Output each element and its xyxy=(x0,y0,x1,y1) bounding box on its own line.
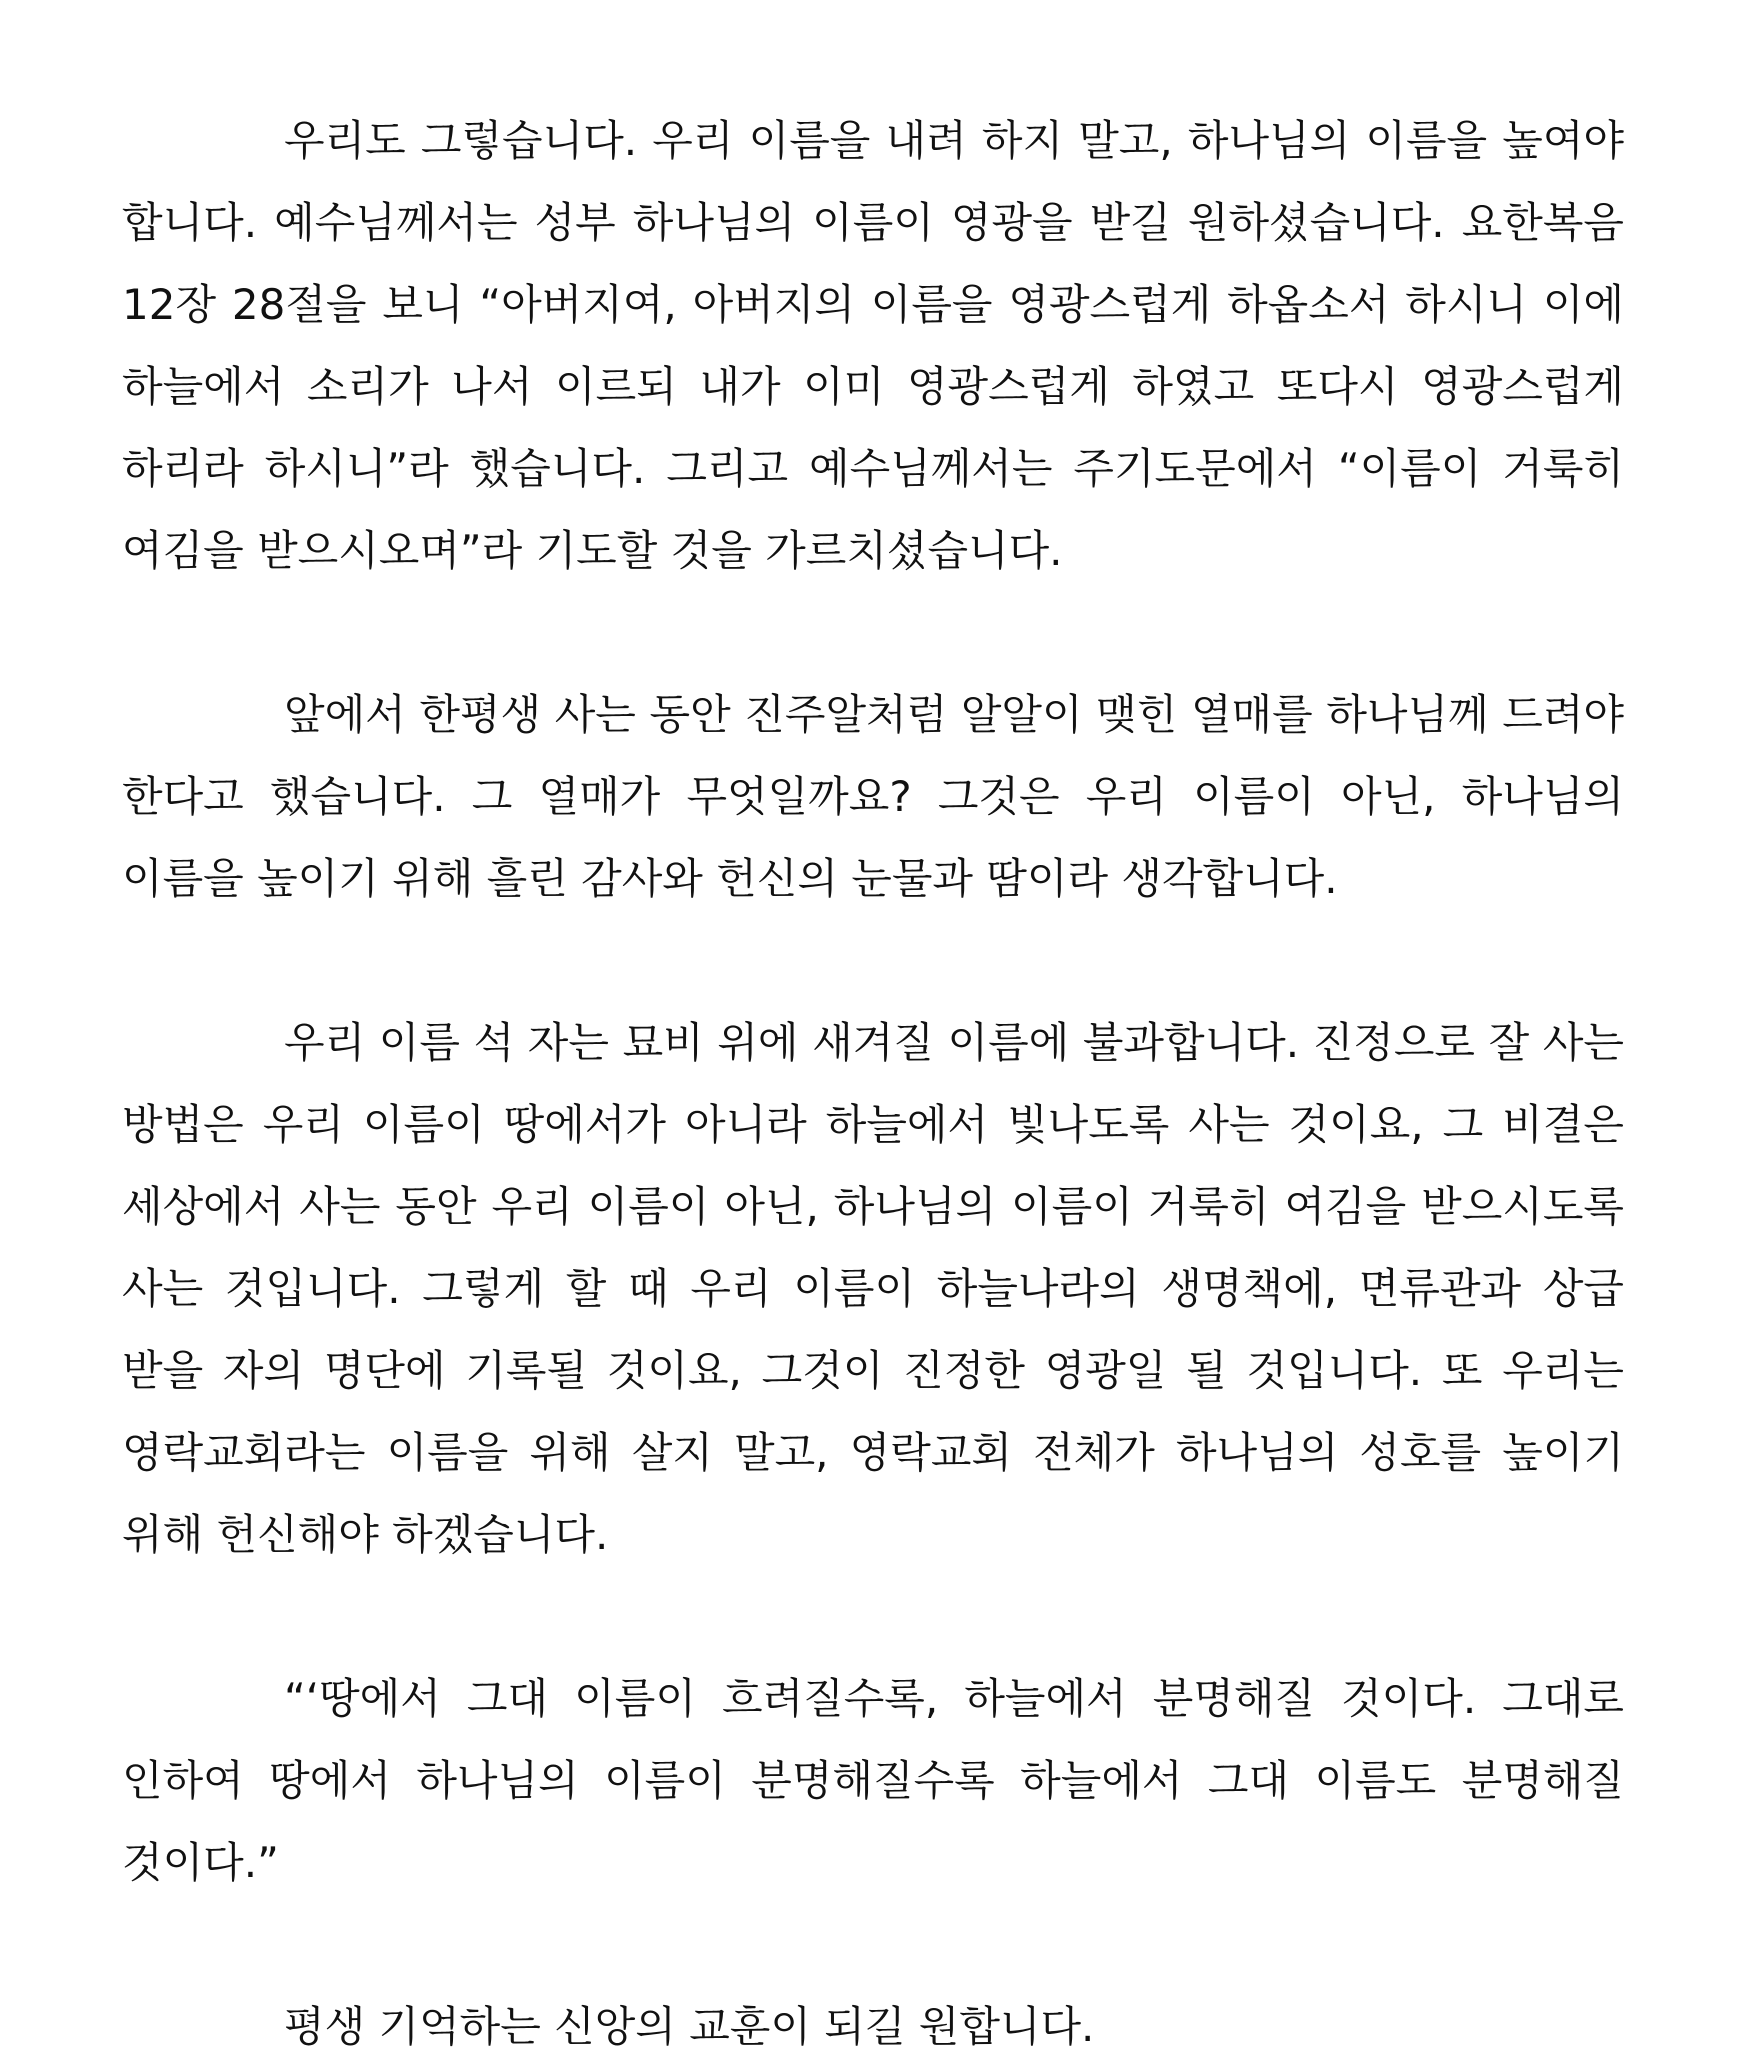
paragraph-5-closing: 평생 기억하는 신앙의 교훈이 되길 원합니다. xyxy=(284,2002,1095,2051)
paragraph-1: 우리도 그렇습니다. 우리 이름을 내려 하지 말고, 하나님의 이름을 높여야 합니다. 예수님께서는 성부 하나님의 이름이 영광을 받길 원하셨습니다. 요한복음 12장 28절을 보니 “아버지여, 아버지의 이름을 영광스럽게 하옵소서 하시니 이에 하늘에서 소리가 나서 이르되 내가 이미 영광스럽게 하였고 또다시 영광스럽게 하리라 하시니”라 했습니다. 그리고 예수님께서는 주기도문에서 “이름이 거룩히 여김을 받으시오며”라 기도할 것을 가르치셨습니다. xyxy=(122,116,1624,575)
paragraph-3: 우리 이름 석 자는 묘비 위에 새겨질 이름에 불과합니다. 진정으로 잘 사는 방법은 우리 이름이 땅에서가 아니라 하늘에서 빛나도록 사는 것이요, 그 비결은 세상에서 사는 동안 우리 이름이 아닌, 하나님의 이름이 거룩히 여김을 받으시도록 사는 것입니다. 그렇게 할 때 우리 이름이 하늘나라의 생명책에, 면류관과 상급 받을 자의 명단에 기록될 것이요, 그것이 진정한 영광일 될 것입니다. 또 우리는 영락교회라는 이름을 위해 살지 말고, 영락교회 전체가 하나님의 성호를 높이기 위해 헌신해야 하겠습니다. xyxy=(122,1018,1624,1559)
paragraph-4-quote: “‘땅에서 그대 이름이 흐려질수록, 하늘에서 분명해질 것이다. 그대로 인하여 땅에서 하나님의 이름이 분명해질수록 하늘에서 그대 이름도 분명해질 것이다.” xyxy=(122,1674,1624,1887)
document-body xyxy=(122,100,1624,2068)
paragraph-2: 앞에서 한평생 사는 동안 진주알처럼 알알이 맺힌 열매를 하나님께 드려야 한다고 했습니다. 그 열매가 무엇일까요? 그것은 우리 이름이 아닌, 하나님의 이름을 높이기 위해 흘린 감사와 헌신의 눈물과 땀이라 생각합니다. xyxy=(122,690,1624,903)
